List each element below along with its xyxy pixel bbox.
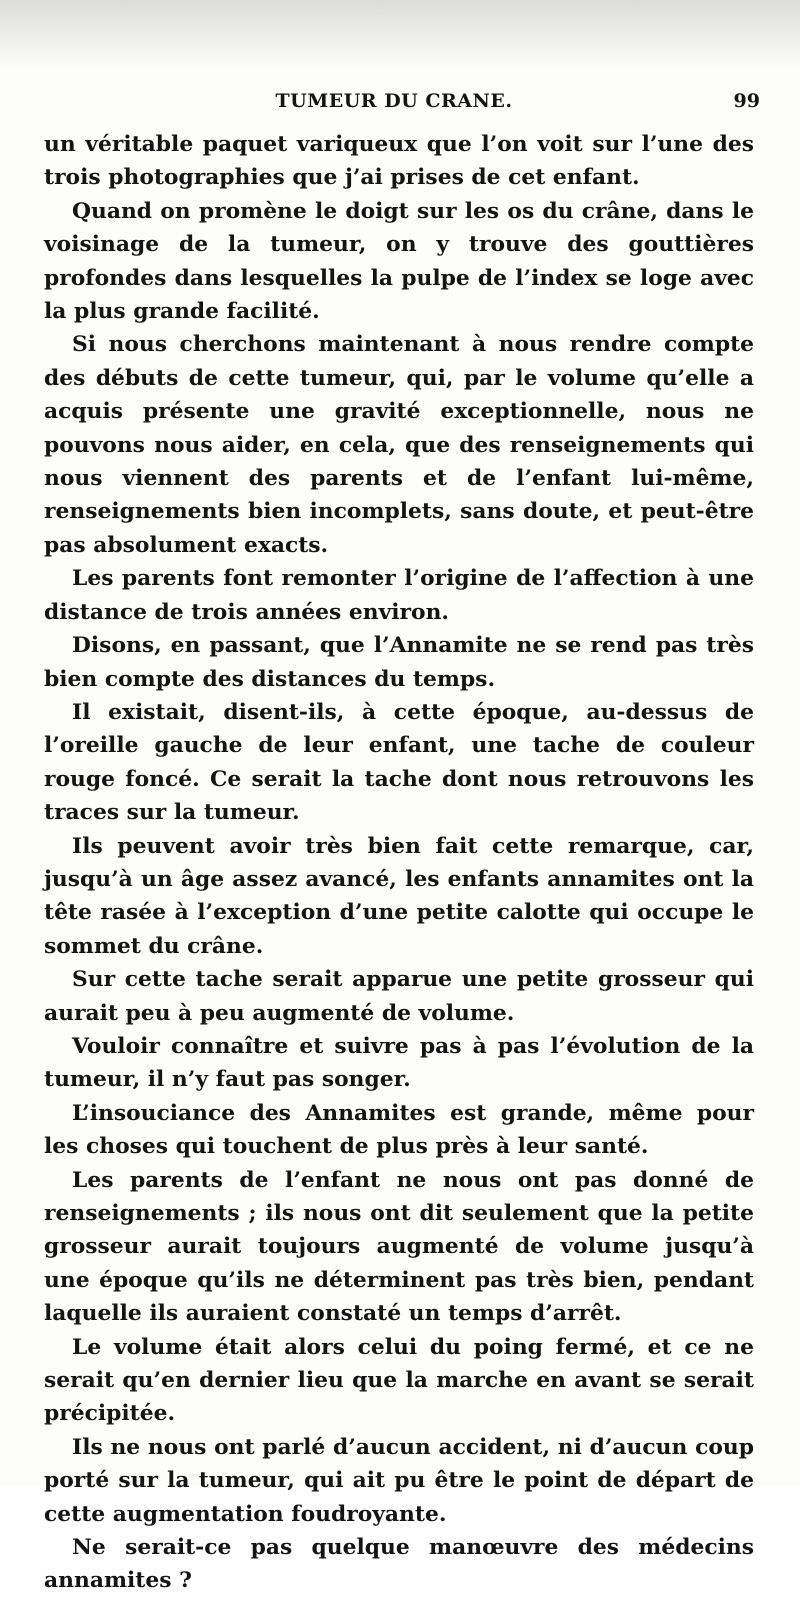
paragraph: Vouloir connaître et suivre pas à pas l’évolution de la tumeur, il n’y faut pas songer. [44, 1033, 754, 1093]
page-number: 99 [733, 90, 760, 112]
body-text [44, 128, 754, 1598]
paragraph: Le volume était alors celui du poing fermé, et ce ne serait qu’en dernier lieu que la marche en avant se serait précipitée. [44, 1334, 754, 1427]
paragraph: Ils peuvent avoir très bien fait cette remarque, car, jusqu’à un âge assez avancé, les enfants annamites ont la tête rasée à l’exception d’une petite calotte qui occupe le sommet du crâne. [44, 833, 754, 959]
paragraph: Sur cette tache serait apparue une petite grosseur qui aurait peu à peu augmenté de volume. [44, 967, 754, 1026]
paragraph: Si nous cherchons maintenant à nous rendre compte des débuts de cette tumeur, qui, par le volume qu’elle a acquis présente une gravité exceptionnelle, nous ne pouvons nous aider, en cela, que des renseignements qui nous viennent des parents et de l’enfant lui-même, renseignements bien incomplets, sans doute, et peut-être pas absolument exacts. [44, 332, 754, 558]
paragraph: Disons, en passant, que l’Annamite ne se rend pas très bien compte des distances du temps. [44, 633, 754, 692]
paragraph: Les parents de l’enfant ne nous ont pas donné de renseignements ; ils nous ont dit seulement que la petite grosseur aurait toujours augmenté de volume jusqu’à une époque qu’ils ne déterminent pas très bien, pendant laquelle ils auraient constaté un temps d’arrêt. [44, 1167, 754, 1327]
scan-shadow [0, 0, 800, 70]
paragraph: Il existait, disent-ils, à cette époque, au-dessus de l’oreille gauche de leur enfant, une tache de couleur rouge foncé. Ce serait la tache dont nous retrouvons les traces sur la tumeur. [44, 699, 754, 826]
paragraph: L’insouciance des Annamites est grande, même pour les choses qui touchent de plus près à leur santé. [44, 1100, 754, 1160]
paragraph: Ils ne nous ont parlé d’aucun accident, ni d’aucun coup porté sur la tumeur, qui ait pu être le point de départ de cette augmentation foudroyante. [44, 1434, 754, 1527]
paragraph: Les parents font remonter l’origine de l’affection à une distance de trois années environ. [44, 566, 754, 625]
running-title: TUMEUR DU CRANE. [275, 90, 513, 112]
paragraph: un véritable paquet variqueux que l’on voit sur l’une des trois photographies que j’ai prises de cet enfant. [44, 132, 754, 191]
paragraph: Quand on promène le doigt sur les os du crâne, dans le voisinage de la tumeur, on y trouve des gouttières profondes dans lesquelles la pulpe de l’index se loge avec la plus grande facilité. [44, 198, 754, 325]
page-header [44, 90, 764, 120]
paragraph: Ne serait-ce pas quelque manœuvre des médecins annamites ? [44, 1535, 754, 1594]
